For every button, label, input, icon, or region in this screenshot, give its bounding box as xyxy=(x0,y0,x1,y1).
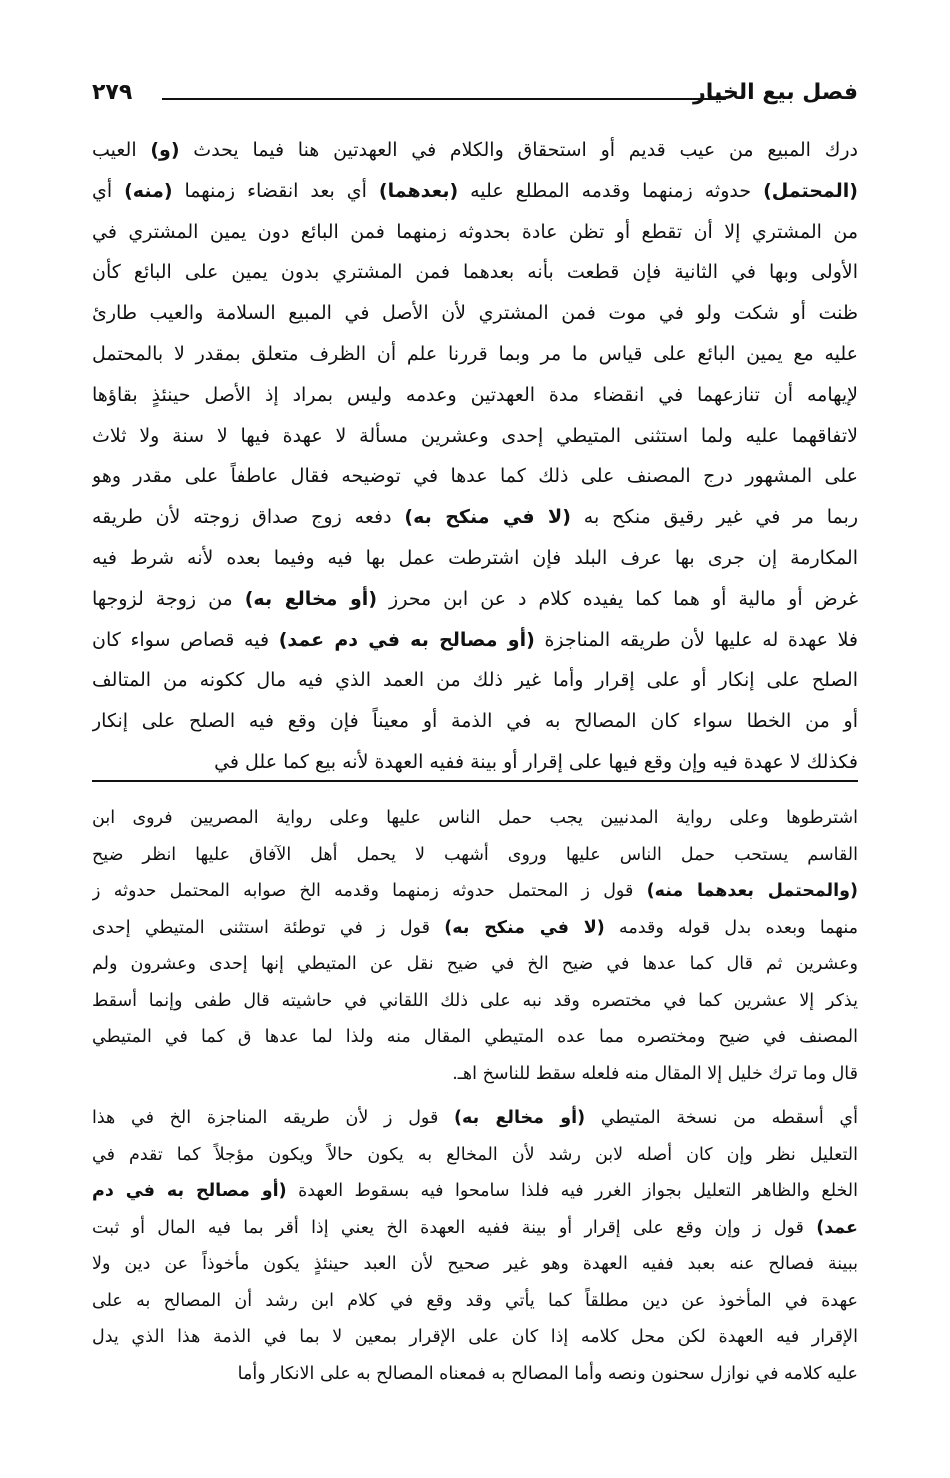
text-line: لإيهامه أن تنازعهما في انقضاء مدة العهدتين وعدمه وليس بمراد إذ الأصل حينئذٍ بقاؤها xyxy=(92,383,858,406)
note-line: المصنف في ضيح ومختصره مما عده المتيطي المقال منه ولذا لما عدها ق كما في المتيطي xyxy=(92,1027,858,1047)
page-number: ٢٧٩ xyxy=(92,80,133,105)
note-line: عليه كلامه في نوازل سحنون ونصه وأما المصالح به فمعناه المصالح به على الانكار وأما xyxy=(237,1363,858,1384)
header-rule xyxy=(162,98,726,100)
note-line: القاسم يستحب حمل الناس عليها وروى أشهب لا يحمل أهل الآفاق عليها انظر ضيح xyxy=(92,844,858,865)
text-line: فلا عهدة له عليها لأن طريقه المناجزة (أو مصالح به في دم عمد) فيه قصاص سواء كان xyxy=(92,628,858,651)
text-line: لاتفاقهما عليه ولما استثنى المتيطي إحدى وعشرين مسألة لا عهدة فيها لا سنة ولا ثلاث xyxy=(92,424,858,447)
text-line: عليه مع يمين البائع على قياس ما مر وبما قررنا علم أن الظرف متعلق بمقدر لا بالمحتمل xyxy=(92,342,858,365)
note-line: الإقرار فيه العهدة لكن محل كلامه إذا كان على الإقرار بمعين لا بما في الذمة هذا الذي يدل xyxy=(92,1327,858,1347)
text-line: الصلح على إنكار أو على إقرار وأما غير ذلك من العمد الذي فيه مال ككونه من المتالف xyxy=(92,669,858,692)
text-line: الأولى وبها في الثانية فإن قطعت بأنه بعدهما فمن المشتري بدون يمين على البائع كأن xyxy=(92,261,858,284)
main-text-body xyxy=(92,130,858,783)
text-line: ربما مر في غير رقيق منكح به (لا في منكح به) دفعه زوج صداق زوجته لأن طريقه xyxy=(92,506,858,529)
footnote-separator xyxy=(92,780,858,782)
note-line: منهما وبعده بدل قوله وقدمه (لا في منكح به) قول ز في توطئة استثنى المتيطي إحدى xyxy=(92,917,858,938)
text-line: المكارمة إن جرى بها عرف البلد فإن اشترطت عمل بها فيه وفيما بعده لأنه شرط فيه xyxy=(92,546,858,569)
text-line: من المشتري إلا أن تقطع أو تظن عادة بحدوثه زمنهما فمن البائع دون يمين المشتري في xyxy=(92,220,858,243)
text-line: فكذلك لا عهدة فيه وإن وقع فيها على إقرار أو بينة ففيه العهدة لأنه بيع كما علل في xyxy=(214,750,858,773)
note-line: يذكر إلا عشرين كما في مختصره وقد نبه على ذلك اللقاني في حاشيته قال طفى وإنما أسقط xyxy=(92,990,858,1011)
note-line: التعليل نظر وإن كان أصله لابن رشد لأن المخالع به يكون حالاً ويكون مؤجلاً كما تقدم في xyxy=(92,1144,858,1165)
note-line: (والمحتمل بعدهما منه) قول ز المحتمل حدوثه زمنهما وقدمه الخ صوابه المحتمل حدوثه ز xyxy=(92,881,858,901)
note-line: عمد) قول ز وإن وقع على إقرار أو بينة ففيه العهدة الخ يعني إذا أقر بما فيه المال أو ثبت xyxy=(92,1217,858,1238)
note-line: عهدة في المأخوذ عن دين مطلقاً كما يأتي وقد وقع في كلام ابن رشد أن المصالح به على xyxy=(92,1290,858,1311)
note-line: الخلع والظاهر التعليل بجواز الغرر فيه فلذا سامحوا فيه بسقوط العهدة (أو مصالح به في دم xyxy=(92,1181,858,1201)
running-header xyxy=(92,72,858,114)
text-line: أو من الخطا سواء كان المصالح به في الذمة أو معيناً فإن وقع فيه الصلح على إنكار xyxy=(92,710,858,733)
chapter-title: فصل بيع الخيار xyxy=(693,80,858,105)
text-line: ظنت أو شكت ولو في موت فمن المشتري لأن الأصل في المبيع السلامة والعيب طارئ xyxy=(92,302,858,325)
notes-paragraph-1 xyxy=(92,800,858,1092)
note-line: أي أسقطه من نسخة المتيطي (أو مخالع به) قول ز لأن طريقه المناجزة الخ في هذا xyxy=(92,1108,858,1128)
text-line: (المحتمل) حدوثه زمنهما وقدمه المطلع عليه (بعدهما) أي بعد انقضاء زمنهما (منه) أي xyxy=(92,179,858,202)
text-line: غرض أو مالية أو هما كما يفيده كلام د عن ابن محرز (أو مخالع به) من زوجة لزوجها xyxy=(92,587,858,610)
note-line: اشترطوها وعلى رواية المدنيين يجب حمل الناس عليها وعلى رواية المصريين فروى ابن xyxy=(92,808,858,828)
note-line: قال وما ترك خليل إلا المقال منه فلعله سقط للناسخ اهـ. xyxy=(452,1063,858,1084)
text-line: درك المبيع من عيب قديم أو استحقاق والكلام في العهدتين هنا فيما يحدث (و) العيب xyxy=(92,139,858,161)
note-line: ببينة فصالح عنه بعبد ففيه العهدة وهو غير صحيح لأن العبد حينئذٍ يكون مأخوذاً عن دين ولا xyxy=(92,1254,858,1274)
note-line: وعشرين ثم قال كما عدها في ضيح الخ في ضيح نقل عن المتيطي إنها إحدى وعشرون ولم xyxy=(92,954,858,974)
text-line: على المشهور درج المصنف على ذلك كما عدها في توضيحه فقال عاطفاً على مقدر وهو xyxy=(92,465,858,488)
notes-paragraph-2 xyxy=(92,1100,858,1392)
commentary-notes xyxy=(92,800,858,1392)
